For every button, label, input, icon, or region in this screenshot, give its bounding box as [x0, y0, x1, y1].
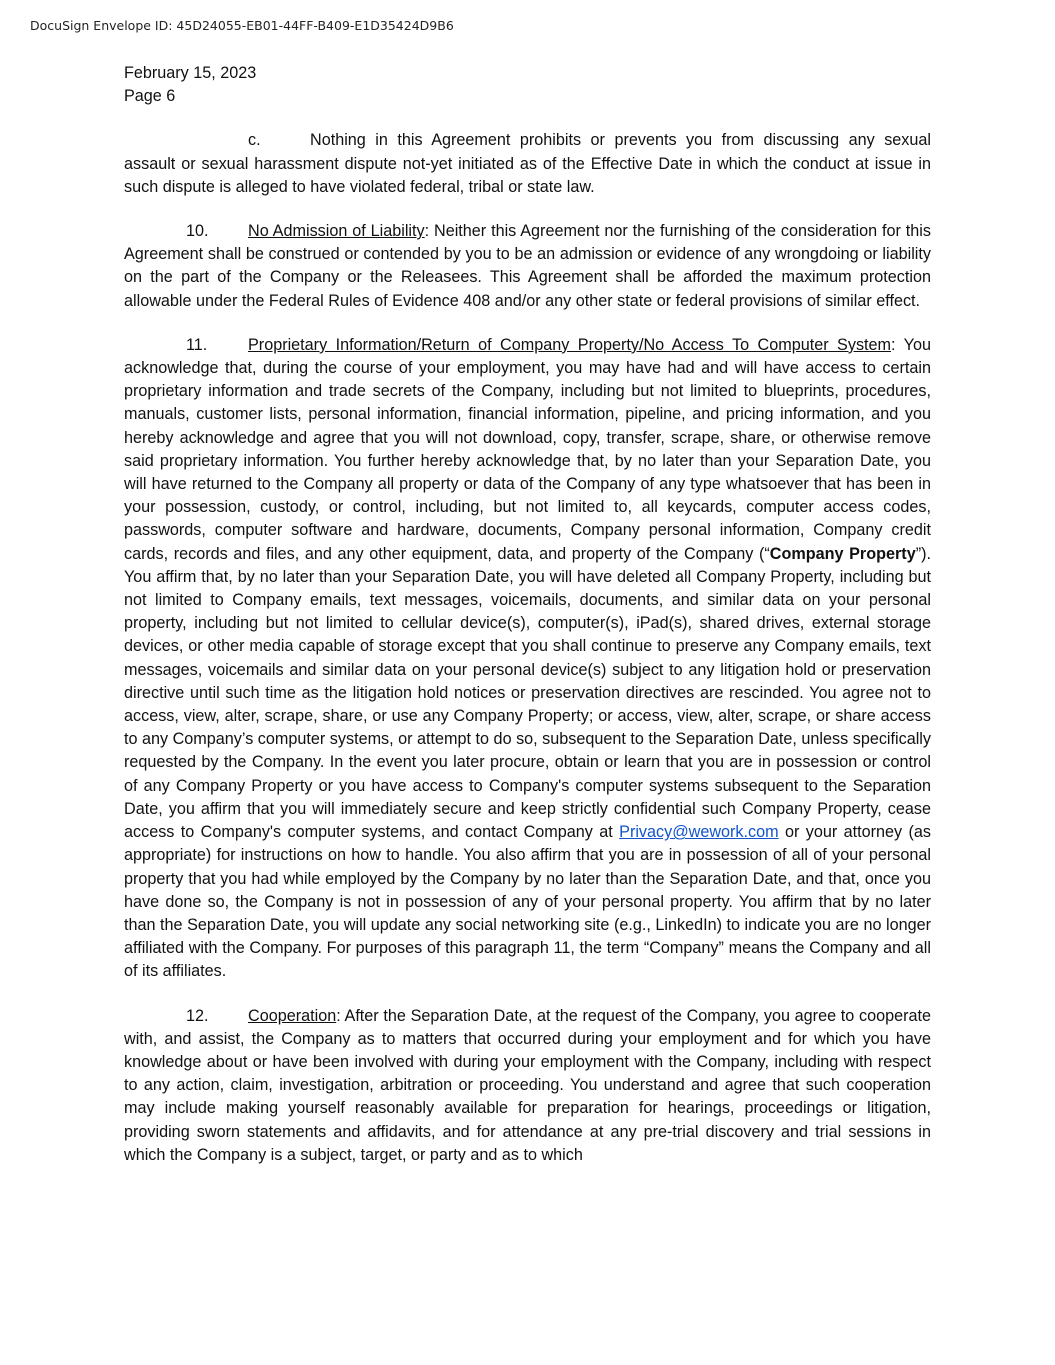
- paragraph-10-heading: No Admission of Liability: [248, 222, 425, 241]
- paragraph-c-marker: c.: [248, 131, 261, 150]
- spacer: [124, 108, 931, 129]
- privacy-email-link[interactable]: Privacy@wework.com: [619, 823, 779, 842]
- paragraph-11-text-c: or your attorney (as appropriate) for instructions on how to handle. You also affirm that you are in possession of all of your personal property that you had while employed by the Company by no later than the Separation Date, and that, once you have done so, the Company is not in possession of any of your personal property. You affirm that by no later than the Separation Date, you will update any social networking site (e.g., LinkedIn) to indicate you are no longer affiliated with the Company. For purposes of this paragraph 11, the term “Company” means the Company and all of its affiliates.: [124, 823, 931, 981]
- page-number: Page 6: [124, 87, 176, 106]
- spacer: [124, 199, 931, 220]
- paragraph-c-text: Nothing in this Agreement prohibits or prevents you from discussing any sexual assault or sexual harassment dispute not-yet initiated as of the Effective Date in which the conduct at issue in such dispute is alleged to have violated federal, tribal or state law.: [124, 131, 931, 196]
- spacer: [124, 313, 931, 334]
- paragraph-10: [124, 220, 931, 313]
- paragraph-11-text-b: ”). You affirm that, by no later than your Separation Date, you will have deleted all Company Property, including but not limited to Company emails, text messages, voicemails, documents, and similar data on your personal property, including but not limited to cellular device(s), computer(s), iPad(s), shared drives, external storage devices, or other media capable of storage except that you shall continue to preserve any Company emails, text messages, voicemails and similar data on your personal device(s) subject to any litigation hold or preservation directive until such time as the litigation hold notices or preservation directives are rescinded. You agree not to access, view, alter, scrape, share, or use any Company Property; or access, view, alter, scrape, or share access to any Company’s computer systems, or attempt to do so, subsequent to the Separation Date, unless specifically requested by the Company. In the event you later procure, obtain or learn that you are in possession or control of any Company Property or you have access to Company's computer systems subsequent to the Separation Date, you affirm that you will immediately secure and keep strictly confidential such Company Property, cease access to Company's computer systems, and contact Company at: [124, 544, 931, 842]
- paragraph-10-number: 10.: [186, 222, 209, 241]
- paragraph-12-number: 12.: [186, 1006, 209, 1025]
- spacer: [124, 984, 931, 1005]
- docusign-envelope-id: DocuSign Envelope ID: 45D24055-EB01-44FF-B409-E1D35424D9B6: [30, 18, 454, 33]
- paragraph-11: [124, 334, 931, 984]
- defined-term-company-property: Company Property: [769, 544, 916, 563]
- paragraph-11-heading: Proprietary Information/Return of Company Property/No Access To Computer System: [248, 335, 892, 354]
- paragraph-c: [124, 129, 931, 199]
- paragraph-12-text: : After the Separation Date, at the request of the Company, you agree to cooperate with, and assist, the Company as to matters that occurred during your employment and for which you have knowledge about or have been involved with during your employment with the Company, including with respect to any action, claim, investigation, arbitration or proceeding. You understand and agree that such cooperation may include making yourself reasonably available for preparation for hearings, proceedings or litigation, providing sworn statements and affidavits, and for attendance at any pre-trial discovery and trial sessions in which the Company is a subject, target, or party and as to which: [124, 1006, 931, 1164]
- paragraph-12: [124, 1005, 931, 1167]
- paragraph-12-heading: Cooperation: [248, 1006, 337, 1025]
- document-page: [124, 62, 931, 1167]
- paragraph-11-text-a: : You acknowledge that, during the course of your employment, you may have had and will have access to certain proprietary information and trade secrets of the Company, including but not limited to blueprints, procedures, manuals, customer lists, personal information, financial information, pipeline, and pricing information, and you hereby acknowledge and agree that you will not download, copy, transfer, scrape, share, or otherwise remove said proprietary information. You further hereby acknowledge that, by no later than your Separation Date, you will have returned to the Company all property or data of the Company of any type whatsoever that has been in your possession, custody, or control, including, but not limited to, all keycards, computer access codes, passwords, computer software and hardware, documents, Company personal information, Company credit cards, records and files, and any other equipment, data, and property of the Company (“: [124, 335, 931, 563]
- letter-date: February 15, 2023: [124, 64, 257, 82]
- paragraph-10-text: : Neither this Agreement nor the furnishing of the consideration for this Agreement shall be construed or contended by you to be an admission or evidence of any wrongdoing or liability on the part of the Company or the Releasees. This Agreement shall be afforded the maximum protection allowable under the Federal Rules of Evidence 408 and/or any other state or federal provisions of similar effect.: [124, 222, 931, 310]
- paragraph-11-number: 11.: [186, 335, 208, 354]
